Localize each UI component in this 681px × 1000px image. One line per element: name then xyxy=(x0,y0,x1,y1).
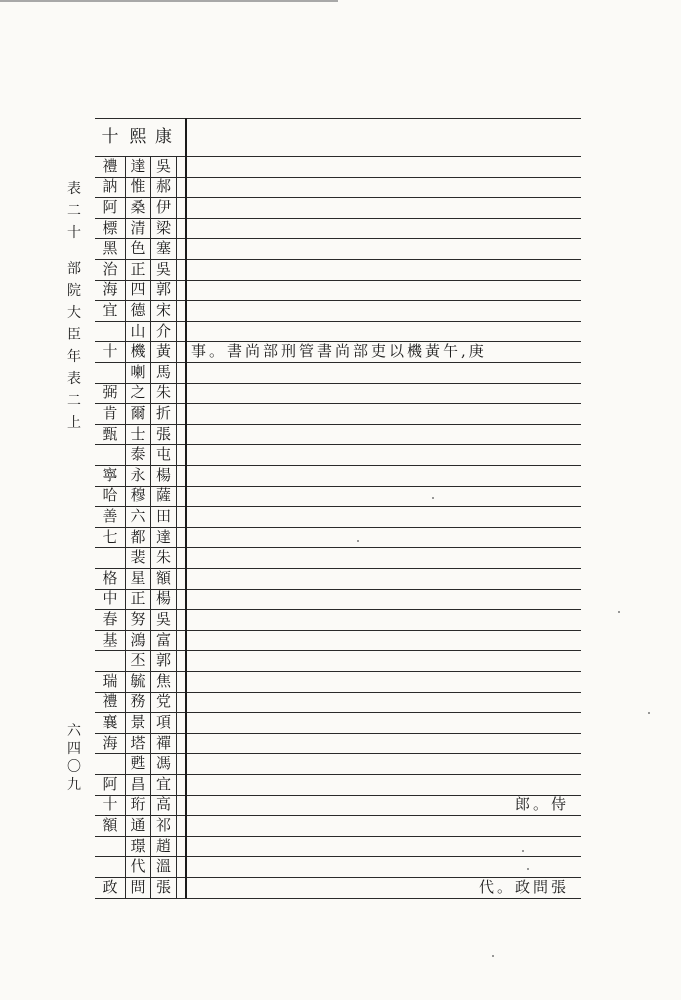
table-row xyxy=(95,671,581,692)
year-header-row xyxy=(95,118,581,156)
table-bottom-border xyxy=(95,898,581,899)
name-cell: 中 xyxy=(102,589,118,608)
name-cell: 馬 xyxy=(155,362,171,381)
name-cell: 之 xyxy=(130,383,146,402)
table-row xyxy=(95,836,581,857)
name-cell: 郭 xyxy=(155,651,171,670)
name-cell: 鴻 xyxy=(130,630,146,649)
name-cell: 問 xyxy=(130,877,146,896)
margin-title xyxy=(63,178,85,434)
name-cell: 襄 xyxy=(102,712,118,731)
table-row xyxy=(95,692,581,713)
name-cell: 達 xyxy=(155,527,171,546)
name-cell: 禪 xyxy=(155,733,171,752)
table-row xyxy=(95,259,581,280)
table-row xyxy=(95,218,581,239)
main-vertical-rule xyxy=(185,118,187,898)
name-cell: 郝 xyxy=(155,177,171,196)
scan-speck xyxy=(618,611,620,613)
name-cell: 梁 xyxy=(155,218,171,237)
name-cell: 六 xyxy=(130,506,146,525)
name-cell: 張 xyxy=(155,424,171,443)
name-cell: 正 xyxy=(130,589,146,608)
name-cell: 基 xyxy=(102,630,118,649)
name-cell: 塔 xyxy=(130,733,146,752)
name-cell: 爾 xyxy=(130,403,146,422)
table-row xyxy=(95,609,581,630)
name-cell: 桑 xyxy=(130,197,146,216)
year-header-glyph: 熙 xyxy=(129,126,147,147)
margin-title-glyph: 二 xyxy=(67,393,81,409)
name-cell xyxy=(95,836,125,857)
table-row xyxy=(95,383,581,404)
name-cell: 伊 xyxy=(155,197,171,216)
name-cell: 馮 xyxy=(155,754,171,773)
name-cell: 宋 xyxy=(155,300,171,319)
name-cell xyxy=(95,547,125,568)
appointment-note: 事。書尚部刑管書尚部吏以機黃午,庚 xyxy=(191,342,487,361)
name-cell: 阿 xyxy=(102,774,118,793)
scan-speck xyxy=(492,955,494,957)
table-row xyxy=(95,362,581,383)
name-cell: 薩 xyxy=(155,486,171,505)
name-cell: 代 xyxy=(130,857,146,876)
name-cell: 焦 xyxy=(155,671,171,690)
name-cell: 塞 xyxy=(155,239,171,258)
name-cell: 吳 xyxy=(155,259,171,278)
name-cell: 党 xyxy=(155,692,171,711)
name-cell: 張 xyxy=(155,877,171,896)
scan-speck xyxy=(527,868,529,870)
name-cell: 折 xyxy=(155,403,171,422)
name-cell: 肯 xyxy=(102,403,118,422)
name-cell: 十 xyxy=(102,795,118,814)
name-cell: 毓 xyxy=(130,671,146,690)
appointment-note: 代。政問張 xyxy=(478,877,569,896)
name-cell: 楊 xyxy=(155,465,171,484)
ministers-year-table xyxy=(95,118,581,902)
table-row xyxy=(95,795,581,816)
name-cell: 達 xyxy=(130,156,146,175)
name-cell: 哈 xyxy=(102,486,118,505)
name-cell: 富 xyxy=(155,630,171,649)
name-cell: 山 xyxy=(130,321,146,340)
table-row xyxy=(95,403,581,424)
top-scan-edge xyxy=(0,0,338,2)
name-cell: 項 xyxy=(155,712,171,731)
table-row xyxy=(95,238,581,259)
name-cell: 禮 xyxy=(102,692,118,711)
table-row xyxy=(95,774,581,795)
name-cell: 昌 xyxy=(130,774,146,793)
name-cell: 景 xyxy=(130,712,146,731)
name-cell: 丕 xyxy=(130,651,146,670)
name-cell xyxy=(95,753,125,774)
table-row xyxy=(95,465,581,486)
name-cell: 朱 xyxy=(155,548,171,567)
margin-title-glyph: 二 xyxy=(67,203,81,219)
name-cell: 治 xyxy=(102,259,118,278)
name-cell: 訥 xyxy=(102,177,118,196)
table-row xyxy=(95,486,581,507)
table-row xyxy=(95,300,581,321)
year-header-glyph: 十 xyxy=(101,126,119,147)
name-cell: 務 xyxy=(130,692,146,711)
name-cell: 通 xyxy=(130,815,146,834)
table-row xyxy=(95,733,581,754)
table-row xyxy=(95,156,581,177)
table-row xyxy=(95,506,581,527)
name-cell: 喇 xyxy=(130,362,146,381)
name-cell: 永 xyxy=(130,465,146,484)
name-cell: 溫 xyxy=(155,857,171,876)
page-number-glyph: 四 xyxy=(67,741,81,757)
name-cell: 瑞 xyxy=(102,671,118,690)
name-cell: 禮 xyxy=(102,156,118,175)
name-cell: 清 xyxy=(130,218,146,237)
margin-title-glyph: 部 xyxy=(67,261,81,277)
table-row xyxy=(95,321,581,342)
margin-title-glyph: 臣 xyxy=(67,327,81,343)
column-divider xyxy=(150,156,151,898)
margin-title-glyph: 十 xyxy=(67,225,81,241)
name-cell: 四 xyxy=(130,280,146,299)
name-cell xyxy=(95,856,125,877)
name-cell: 政 xyxy=(102,877,118,896)
name-cell: 宜 xyxy=(102,300,118,319)
column-divider xyxy=(125,156,126,898)
page-number-glyph: 〇 xyxy=(67,759,81,775)
name-cell: 屯 xyxy=(155,445,171,464)
table-row xyxy=(95,650,581,671)
table-row xyxy=(95,856,581,877)
scan-speck xyxy=(432,497,434,499)
name-cell: 黑 xyxy=(102,239,118,258)
name-cell: 朱 xyxy=(155,383,171,402)
name-cell: 田 xyxy=(155,506,171,525)
name-cell: 機 xyxy=(130,342,146,361)
name-cell: 色 xyxy=(130,239,146,258)
name-cell: 都 xyxy=(130,527,146,546)
name-cell: 寧 xyxy=(102,465,118,484)
table-row xyxy=(95,815,581,836)
name-cell xyxy=(95,321,125,342)
name-cell: 德 xyxy=(130,300,146,319)
name-cell: 海 xyxy=(102,280,118,299)
name-cell: 泰 xyxy=(130,445,146,464)
name-cell: 高 xyxy=(155,795,171,814)
name-cell: 宜 xyxy=(155,774,171,793)
name-cell: 標 xyxy=(102,218,118,237)
margin-title-glyph: 院 xyxy=(67,283,81,299)
page-number xyxy=(63,722,85,794)
table-row xyxy=(95,589,581,610)
name-cell: 星 xyxy=(130,568,146,587)
table-row xyxy=(95,527,581,548)
page-number-glyph: 六 xyxy=(67,723,81,739)
table-row xyxy=(95,712,581,733)
table-row xyxy=(95,753,581,774)
scan-speck xyxy=(648,712,650,714)
name-cell: 介 xyxy=(155,321,171,340)
name-cell: 珩 xyxy=(130,795,146,814)
table-row xyxy=(95,630,581,651)
name-cell: 努 xyxy=(130,609,146,628)
name-cell: 甄 xyxy=(102,424,118,443)
margin-title-glyph: 大 xyxy=(67,305,81,321)
name-cell: 七 xyxy=(102,527,118,546)
page-number-glyph: 九 xyxy=(67,777,81,793)
name-cell: 吳 xyxy=(155,609,171,628)
name-cell: 黃 xyxy=(155,342,171,361)
margin-title-glyph: 表 xyxy=(67,181,81,197)
table-row xyxy=(95,341,581,362)
name-cell: 郭 xyxy=(155,280,171,299)
name-cell: 額 xyxy=(102,815,118,834)
name-cell: 裴 xyxy=(130,548,146,567)
name-cell: 祁 xyxy=(155,815,171,834)
table-row xyxy=(95,877,581,898)
table-row xyxy=(95,177,581,198)
name-cell: 惟 xyxy=(130,177,146,196)
name-cell: 吳 xyxy=(155,156,171,175)
name-cell: 璟 xyxy=(130,836,146,855)
scan-speck xyxy=(522,850,524,852)
name-cell: 十 xyxy=(102,342,118,361)
table-row xyxy=(95,197,581,218)
table-row xyxy=(95,547,581,568)
table-row xyxy=(95,568,581,589)
name-cell xyxy=(95,362,125,383)
table-row xyxy=(95,444,581,465)
name-cell: 楊 xyxy=(155,589,171,608)
name-cell: 弼 xyxy=(102,383,118,402)
name-cell: 趙 xyxy=(155,836,171,855)
scan-speck xyxy=(357,540,359,542)
name-cell: 穆 xyxy=(130,486,146,505)
margin-title-glyph: 上 xyxy=(67,415,81,431)
name-cell: 正 xyxy=(130,259,146,278)
name-cell: 格 xyxy=(102,568,118,587)
year-header-glyph: 康 xyxy=(155,126,172,147)
name-cell: 士 xyxy=(130,424,146,443)
appointment-note: 郎。侍 xyxy=(514,795,569,814)
name-cell xyxy=(95,650,125,671)
name-cell: 甦 xyxy=(130,754,146,773)
margin-title-glyph: 表 xyxy=(67,371,81,387)
name-cell: 春 xyxy=(102,609,118,628)
margin-title-glyph: 年 xyxy=(67,349,81,365)
name-cell: 善 xyxy=(102,506,118,525)
name-cell: 海 xyxy=(102,733,118,752)
name-cell: 額 xyxy=(155,568,171,587)
name-cell: 阿 xyxy=(102,197,118,216)
name-cell xyxy=(95,444,125,465)
column-divider xyxy=(176,156,177,898)
table-row xyxy=(95,424,581,445)
table-row xyxy=(95,280,581,301)
